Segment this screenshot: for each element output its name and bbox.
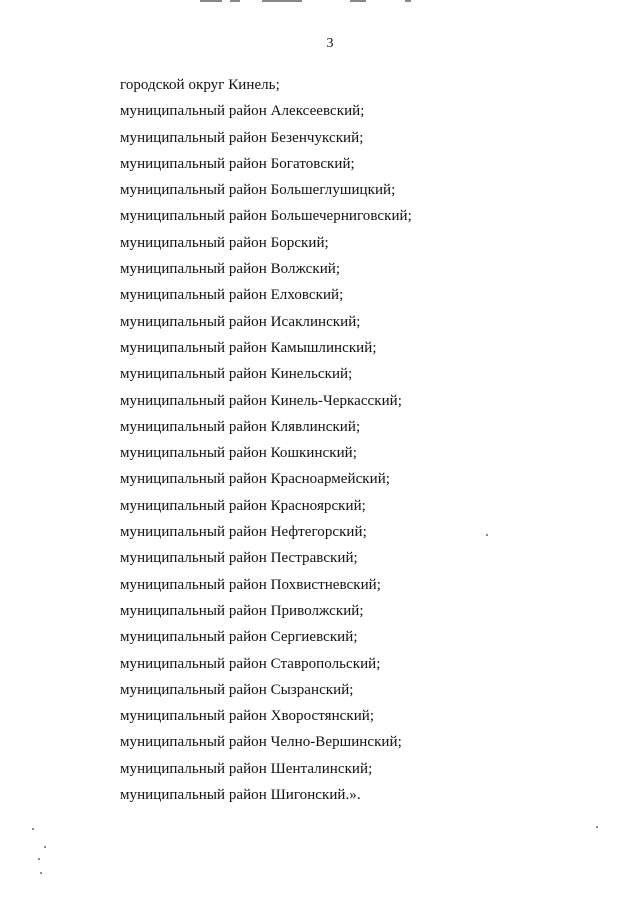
scan-speck bbox=[596, 826, 598, 828]
scan-artifact-top bbox=[200, 0, 420, 3]
list-item: муниципальный район Приволжский; bbox=[120, 602, 364, 619]
district-list bbox=[120, 75, 412, 811]
list-item: муниципальный район Красноармейский; bbox=[120, 471, 391, 488]
list-item: муниципальный район Шигонский.». bbox=[120, 787, 361, 804]
scan-speck bbox=[32, 828, 34, 830]
list-item: муниципальный район Безенчукский; bbox=[120, 129, 364, 146]
list-item: муниципальный район Кинель-Черкасский; bbox=[120, 392, 402, 409]
scan-speck bbox=[44, 846, 46, 848]
list-item: муниципальный район Сызранский; bbox=[120, 681, 354, 698]
list-item: муниципальный район Похвистневский; bbox=[120, 576, 381, 593]
list-item: муниципальный район Богатовский; bbox=[120, 155, 355, 172]
list-item: муниципальный район Елховский; bbox=[120, 287, 344, 304]
list-item: муниципальный район Алексеевский; bbox=[120, 103, 365, 120]
scan-speck bbox=[486, 534, 488, 536]
list-item: муниципальный район Красноярский; bbox=[120, 497, 366, 514]
list-item: муниципальный район Борский; bbox=[120, 234, 329, 251]
list-item: муниципальный район Шенталинский; bbox=[120, 760, 373, 777]
list-item: муниципальный район Кошкинский; bbox=[120, 445, 357, 462]
list-item: муниципальный район Большечерниговский; bbox=[120, 208, 412, 225]
list-item: муниципальный район Кинельский; bbox=[120, 366, 353, 383]
list-item: муниципальный район Волжский; bbox=[120, 261, 341, 278]
list-item: городской округ Кинель; bbox=[120, 77, 280, 93]
list-item: муниципальный район Клявлинский; bbox=[120, 418, 361, 435]
list-item: муниципальный район Большеглушицкий; bbox=[120, 182, 396, 199]
list-item: муниципальный район Ставропольский; bbox=[120, 655, 381, 672]
list-item: муниципальный район Челно-Вершинский; bbox=[120, 734, 402, 751]
scan-speck bbox=[38, 858, 40, 860]
list-item: муниципальный район Хворостянский; bbox=[120, 708, 375, 725]
list-item: муниципальный район Нефтегорский; bbox=[120, 524, 367, 541]
list-item: муниципальный район Исаклинский; bbox=[120, 313, 361, 330]
list-item: муниципальный район Камышлинский; bbox=[120, 339, 377, 356]
page-number: 3 bbox=[326, 36, 334, 51]
list-item: муниципальный район Сергиевский; bbox=[120, 629, 358, 646]
scan-speck bbox=[40, 872, 42, 874]
list-item: муниципальный район Пестравский; bbox=[120, 550, 358, 567]
